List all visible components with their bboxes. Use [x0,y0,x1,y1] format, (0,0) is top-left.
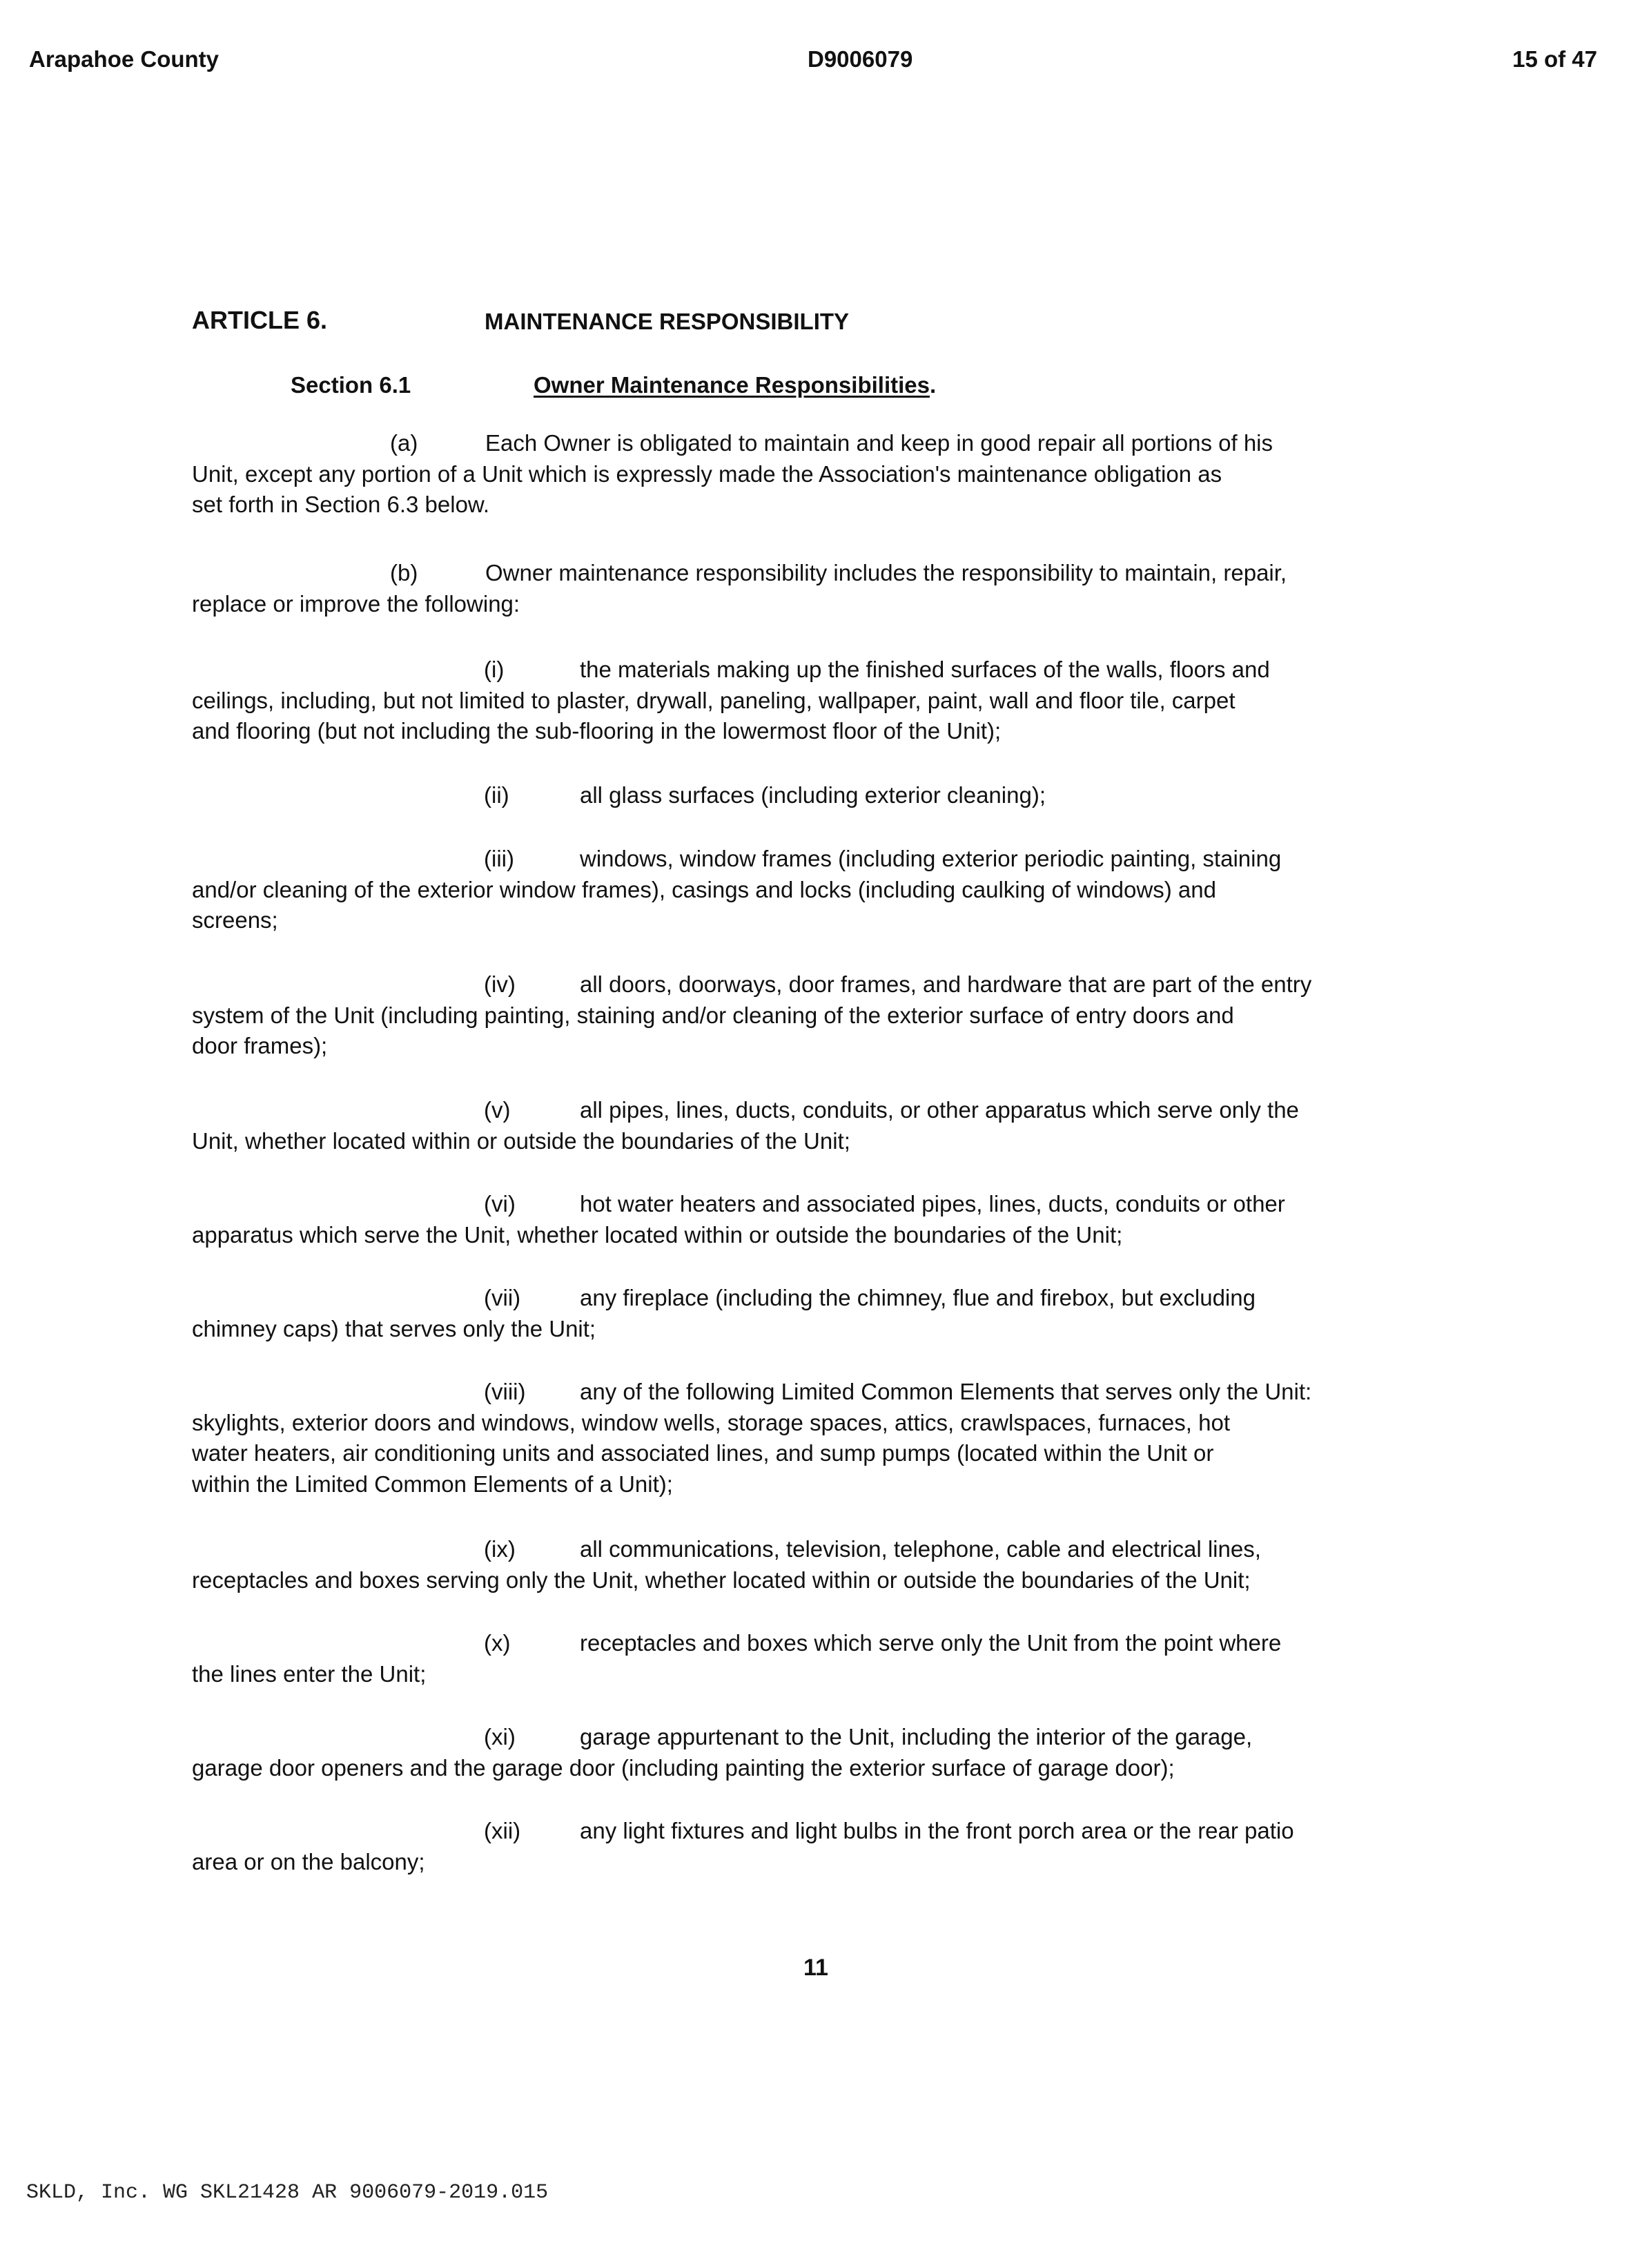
list-item-v [192,1095,1448,1156]
list-item-ii [192,780,1448,811]
item-first-line: all communications, television, telephone, cable and electrical lines, [580,1536,1261,1562]
county-name: Arapahoe County [29,46,219,72]
list-item-viii [192,1377,1448,1500]
item-line: screens; [192,907,278,933]
list-item-i [192,655,1448,747]
section-title-suffix: . [929,372,937,398]
item-line: ceilings, including, but not limited to plaster, drywall, paneling, wallpaper, paint, wall and floor tile, carpet [192,687,1236,713]
item-line: area or on the balcony; [192,1848,425,1874]
paragraph-a-line: Unit, except any portion of a Unit which is expressly made the Association's maintenance obligation as [192,461,1222,487]
article-title: MAINTENANCE RESPONSIBILITY [485,309,850,334]
item-line: skylights, exterior doors and windows, window wells, storage spaces, attics, crawlspaces, furnaces, hot [192,1409,1230,1435]
list-item-xii [192,1816,1448,1877]
article-number: ARTICLE 6. [192,306,328,334]
paragraph-b-first-line: Owner maintenance responsibility includes the responsibility to maintain, repair, [485,560,1287,585]
item-line: chimney caps) that serves only the Unit; [192,1315,596,1341]
document-number: D9006079 [808,46,913,72]
item-line: garage door openers and the garage door (including painting the exterior surface of garage door); [192,1754,1175,1781]
item-first-line: all glass surfaces (including exterior cleaning); [580,782,1046,808]
item-line: Unit, whether located within or outside the boundaries of the Unit; [192,1127,850,1154]
item-label: (ii) [484,782,509,808]
list-item-iv [192,969,1448,1062]
list-item-ix [192,1534,1448,1596]
item-line: receptacles and boxes serving only the Unit, whether located within or outside the boundaries of the Unit; [192,1567,1251,1593]
item-label: (xi) [484,1724,516,1750]
item-first-line: windows, window frames (including exterior periodic painting, staining [580,846,1282,871]
item-label: (vii) [484,1285,521,1310]
item-line: and/or cleaning of the exterior window frames), casings and locks (including caulking of windows) and [192,876,1216,902]
list-item-xi [192,1722,1448,1783]
item-first-line: any of the following Limited Common Elements that serves only the Unit: [580,1379,1312,1404]
item-first-line: the materials making up the finished surfaces of the walls, floors and [580,657,1270,682]
list-item-iii [192,844,1448,936]
page-count: 15 of 47 [1512,46,1597,72]
paragraph-b-line: replace or improve the following: [192,590,520,617]
item-line: the lines enter the Unit; [192,1660,427,1687]
item-first-line: all pipes, lines, ducts, conduits, or other apparatus which serve only the [580,1097,1299,1123]
item-first-line: any light fixtures and light bulbs in the front porch area or the rear patio [580,1818,1294,1843]
item-label: (iv) [484,971,516,997]
item-line: within the Limited Common Elements of a Unit); [192,1471,673,1497]
item-first-line: hot water heaters and associated pipes, lines, ducts, conduits or other [580,1191,1285,1217]
paragraph-b [192,558,1448,619]
item-label: (ix) [484,1536,516,1562]
page-number: 11 [803,1955,828,1981]
paragraph-a-first-line: Each Owner is obligated to maintain and keep in good repair all portions of his [485,430,1273,456]
paragraph-a-line: set forth in Section 6.3 below. [192,492,490,517]
item-label: (viii) [484,1379,526,1404]
list-item-vi [192,1189,1448,1250]
item-first-line: any fireplace (including the chimney, flue and firebox, but excluding [580,1285,1256,1310]
recording-footer: SKLD, Inc. WG SKL21428 AR 9006079-2019.015 [26,2181,549,2204]
section-title-text: Owner Maintenance Responsibilities [534,372,930,398]
item-line: and flooring (but not including the sub-flooring in the lowermost floor of the Unit); [192,718,1002,744]
item-label: (xii) [484,1818,521,1843]
item-line: door frames); [192,1033,328,1058]
item-first-line: garage appurtenant to the Unit, including the interior of the garage, [580,1724,1253,1750]
section-number: Section 6.1 [291,372,411,398]
list-item-x [192,1628,1448,1689]
paragraph-b-label: (b) [390,560,418,585]
item-label: (i) [484,657,505,682]
item-first-line: all doors, doorways, door frames, and hardware that are part of the entry [580,971,1312,997]
item-label: (x) [484,1630,511,1656]
paragraph-a [192,428,1448,521]
item-first-line: receptacles and boxes which serve only the Unit from the point where [580,1630,1282,1656]
item-line: system of the Unit (including painting, staining and/or cleaning of the exterior surface of entry doors and [192,1002,1234,1028]
section-title [534,370,936,400]
list-item-vii [192,1283,1448,1344]
item-label: (vi) [484,1191,516,1217]
paragraph-a-label: (a) [390,430,418,456]
item-label: (iii) [484,846,514,871]
item-label: (v) [484,1097,511,1123]
item-line: apparatus which serve the Unit, whether located within or outside the boundaries of the Unit; [192,1221,1123,1248]
item-line: water heaters, air conditioning units and associated lines, and sump pumps (located within the Unit or [192,1440,1214,1466]
